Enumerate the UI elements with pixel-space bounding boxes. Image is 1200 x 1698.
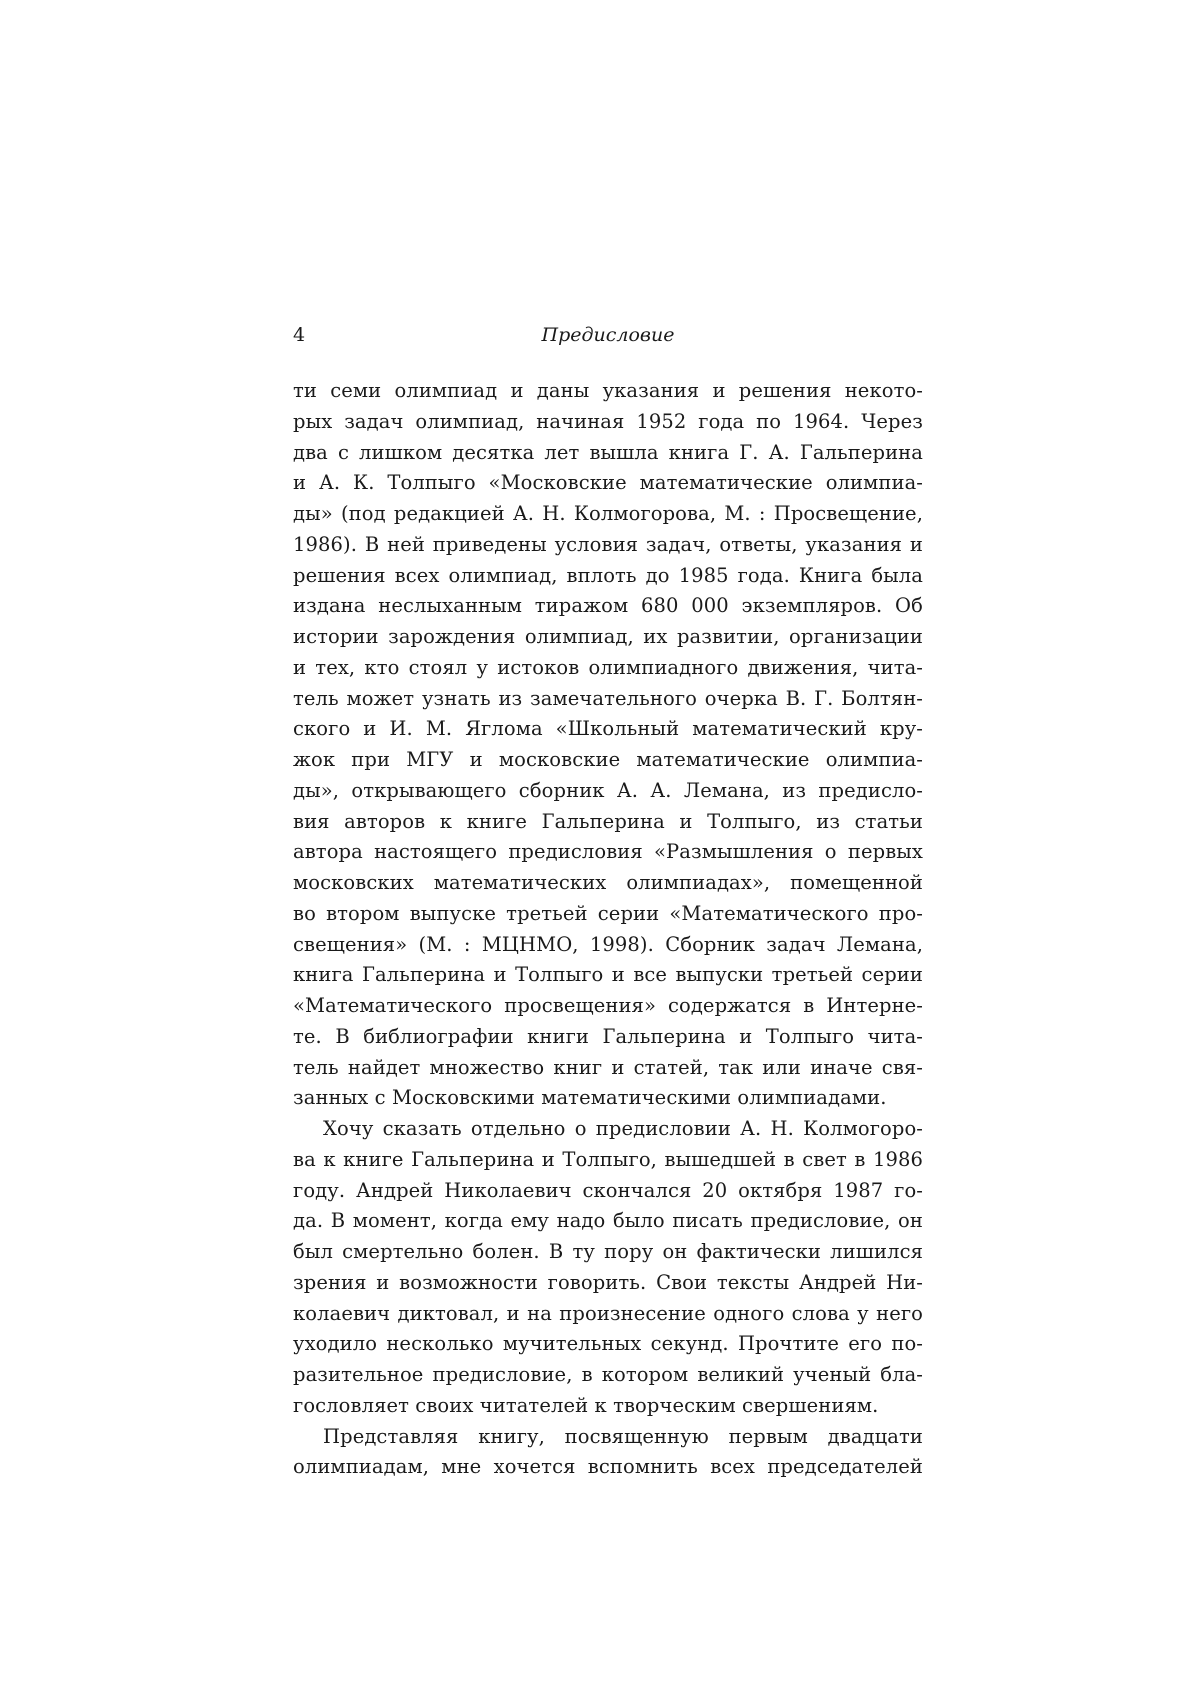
- text-line: московских математических олимпиадах», помещенной: [293, 871, 923, 894]
- text-line: вия авторов к книге Гальперина и Толпыго, из статьи: [293, 809, 923, 833]
- text-line: рых задач олимпиад, начиная 1952 года по 1964. Через: [293, 409, 923, 433]
- text-line: автора настоящего предисловия «Размышления о первых: [293, 840, 923, 864]
- text-line: решения всех олимпиад, вплоть до 1985 года. Книга была: [293, 563, 923, 587]
- running-head: [293, 318, 923, 352]
- text-line: издана неслыханным тиражом 680 000 экземпляров. Об: [293, 594, 923, 618]
- text-line: жок при МГУ и московские математические олимпиа-: [293, 748, 923, 771]
- body-text: [293, 376, 923, 1483]
- text-line: ского и И. М. Яглома «Школьный математический кру-: [293, 717, 923, 741]
- text-line: «Математического просвещения» содержатся в Интерне-: [293, 994, 923, 1017]
- text-line: Представляя книгу, посвященную первым двадцати: [323, 1424, 923, 1448]
- book-page: [293, 318, 923, 1483]
- page-number: 4: [293, 324, 306, 346]
- text-line: разительное предисловие, в котором великий ученый бла-: [293, 1363, 923, 1386]
- text-line: уходило несколько мучительных секунд. Прочтите его по-: [293, 1332, 923, 1356]
- text-line: и А. К. Толпыго «Московские математические олимпиа-: [293, 471, 923, 495]
- text-line: ва к книге Гальперина и Толпыго, вышедшей в свет в 1986: [293, 1147, 923, 1171]
- text-line: занных с Московскими математическими олимпиадами.: [293, 1086, 887, 1110]
- text-line: гословляет своих читателей к творческим свершениям.: [293, 1393, 879, 1417]
- text-line: Хочу сказать отдельно о предисловии А. Н. Колмогоро-: [323, 1117, 923, 1140]
- text-line: олимпиадам, мне хочется вспомнить всех председателей: [293, 1455, 923, 1479]
- text-line: истории зарождения олимпиад, их развитии, организации: [293, 625, 923, 648]
- text-line: зрения и возможности говорить. Свои тексты Андрей Ни-: [293, 1270, 923, 1294]
- text-line: 1986). В ней приведены условия задач, ответы, указания и: [293, 532, 923, 556]
- text-line: два с лишком десятка лет вышла книга Г. А. Гальперина: [293, 440, 923, 464]
- running-title: Предисловие: [541, 324, 675, 346]
- paragraph: [293, 1114, 923, 1422]
- paragraph: [293, 1422, 923, 1484]
- text-line: колаевич диктовал, и на произнесение одного слова у него: [293, 1301, 923, 1325]
- paragraph: [293, 376, 923, 1114]
- text-line: был смертельно болен. В ту пору он фактически лишился: [293, 1240, 923, 1263]
- text-line: тель найдет множество книг и статей, так или иначе свя-: [293, 1055, 923, 1079]
- text-line: и тех, кто стоял у истоков олимпиадного движения, чита-: [293, 655, 923, 679]
- text-line: во втором выпуске третьей серии «Математического про-: [293, 901, 923, 925]
- text-line: тель может узнать из замечательного очерка В. Г. Болтян-: [293, 686, 923, 710]
- text-line: книга Гальперина и Толпыго и все выпуски третьей серии: [293, 963, 923, 987]
- text-line: да. В момент, когда ему надо было писать предисловие, он: [293, 1209, 923, 1233]
- text-line: ды», открывающего сборник А. А. Лемана, из предисло-: [293, 778, 923, 802]
- text-line: ти семи олимпиад и даны указания и решения некото-: [293, 379, 923, 402]
- text-line: году. Андрей Николаевич скончался 20 октября 1987 го-: [293, 1178, 923, 1202]
- text-line: ды» (под редакцией А. Н. Колмогорова, М. : Просвещение,: [293, 502, 923, 525]
- text-line: те. В библиографии книги Гальперина и Толпыго чита-: [293, 1024, 923, 1048]
- text-line: свещения» (М. : МЦНМО, 1998). Сборник задач Лемана,: [293, 932, 923, 956]
